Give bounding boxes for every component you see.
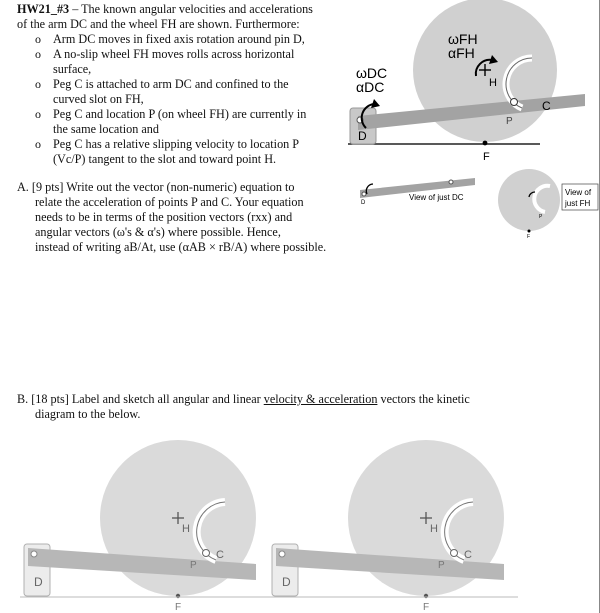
arm-only-diagram: [355, 172, 485, 212]
condition-line: [17, 137, 306, 152]
part-a-line: relate the acceleration of points P and C. Your equation: [35, 195, 304, 209]
sketch-label-h: H: [182, 523, 190, 535]
part-a-question: [17, 180, 342, 255]
alpha-fh-label: αFH: [448, 45, 475, 61]
condition-text: Arm DC moves in fixed axis rotation around pin D,: [53, 32, 305, 46]
label-c: C: [542, 99, 551, 113]
condition-text: Peg C and location P (on wheel FH) are currently in: [53, 107, 307, 121]
label-d: D: [358, 129, 367, 143]
sketch-label-f: F: [423, 602, 430, 613]
condition-line: [17, 32, 306, 47]
sketch-label-f: F: [175, 602, 182, 613]
part-a-line: needs to be in terms of the position vectors (rxx) and: [35, 210, 293, 224]
condition-line: [17, 62, 306, 77]
label-h: H: [489, 77, 497, 89]
condition-line: [17, 47, 306, 62]
wheel-only-caption-2: just FH: [565, 199, 591, 208]
sketch-label-h: H: [430, 523, 438, 535]
sketch-peg-c: [451, 550, 458, 557]
sketch-point-f: [176, 594, 180, 598]
condition-text: A no-slip wheel FH moves rolls across horizontal: [53, 47, 295, 61]
condition-text: Peg C has a relative slipping velocity to location P: [53, 137, 300, 151]
sketch-pin-d: [31, 551, 37, 557]
condition-text: surface,: [53, 62, 92, 76]
part-a-line: angular vectors (ω's & α's) where possible. Hence,: [35, 225, 281, 239]
omega-dc-label: ωDC: [356, 65, 388, 81]
part-b-pre: B. [18 pts] Label and sketch all angular and linear: [17, 392, 264, 406]
point-f: [483, 141, 488, 146]
condition-text: the same location and: [53, 122, 159, 136]
sketch-label-d: D: [34, 575, 43, 589]
problem-statement: [17, 2, 337, 32]
sketch-diagram-right: [268, 440, 518, 613]
wheel-only-caption-1: View of: [565, 188, 592, 197]
wheel-only-disc: [498, 169, 560, 231]
condition-line: [17, 92, 306, 107]
arm-only-caption: View of just DC: [409, 193, 464, 202]
condition-text: curved slot on FH,: [53, 92, 144, 106]
label-p: P: [506, 116, 513, 127]
bullet-marker: o: [35, 77, 41, 91]
sketch-label-p: P: [190, 560, 197, 571]
part-b-post: vectors the kinetic: [377, 392, 470, 406]
sketch-peg-c: [203, 550, 210, 557]
main-diagram: [340, 0, 600, 170]
condition-line: [17, 152, 306, 167]
sketch-diagram-left: [20, 440, 270, 613]
sketch-pin-d: [279, 551, 285, 557]
wheel-only-label-f: F: [527, 234, 531, 240]
bullet-marker: o: [35, 107, 41, 121]
bullet-marker: o: [35, 137, 41, 151]
intro-line-1: – The known angular velocities and accelerations: [69, 2, 313, 16]
intro-line-2: of the arm DC and the wheel FH are shown. Furthermore:: [17, 17, 300, 31]
label-f: F: [483, 151, 490, 163]
sketch-point-f: [424, 594, 428, 598]
arm-only-peg: [449, 180, 453, 184]
sketch-label-p: P: [438, 560, 445, 571]
alpha-dc-label: αDC: [356, 79, 385, 95]
part-b-line-2: diagram to the below.: [35, 407, 141, 421]
sketch-label-c: C: [216, 549, 224, 561]
wheel-only-point-f: [528, 230, 531, 233]
problem-title: HW21_#3: [17, 2, 70, 16]
arm-only-pin: [362, 192, 366, 196]
condition-line: [17, 122, 306, 137]
bullet-marker: o: [35, 47, 41, 61]
sketch-label-c: C: [464, 549, 472, 561]
wheel-only-diagram: [495, 162, 600, 240]
condition-line: [17, 107, 306, 122]
part-b-question: [17, 392, 470, 422]
bullet-marker: o: [35, 32, 41, 46]
peg-c: [511, 99, 518, 106]
condition-text: (Vc/P) tangent to the slot and toward point H.: [53, 152, 277, 166]
condition-text: Peg C is attached to arm DC and confined to the: [53, 77, 289, 91]
omega-fh-label: ωFH: [448, 31, 478, 47]
wheel-only-label-p: P: [539, 214, 543, 220]
part-a-line: A. [9 pts] Write out the vector (non-numeric) equation to: [17, 180, 295, 194]
part-a-line: instead of writing aB/At, use (αAB × rB/A) where possible.: [35, 240, 327, 254]
condition-line: [17, 77, 306, 92]
condition-list: [17, 32, 306, 167]
arm-only-label-d: D: [361, 200, 366, 206]
part-b-underlined: velocity & acceleration: [263, 392, 378, 406]
sketch-label-d: D: [282, 575, 291, 589]
